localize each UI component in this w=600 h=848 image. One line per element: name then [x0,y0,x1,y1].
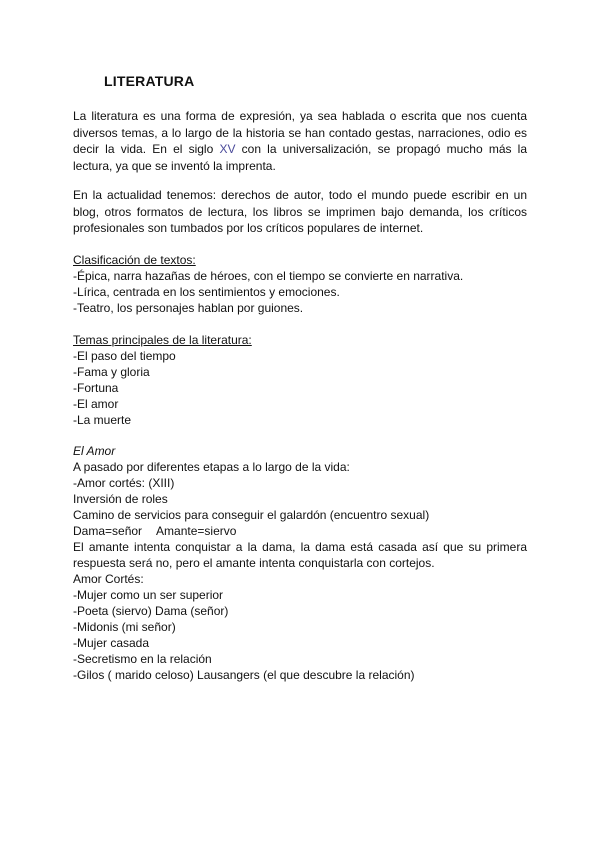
amor-line: A pasado por diferentes etapas a lo largo de la vida: [73,460,350,474]
list-item: -Midonis (mi señor) [73,620,176,634]
list-item: -Gilos ( marido celoso) Lausangers (el que descubre la relación) [73,668,415,682]
list-item: -Épica, narra hazañas de héroes, con el tiempo se convierte en narrativa. [73,269,464,283]
amor-line: respuesta será no, pero el amante intenta conquistarla con cortejos. [73,556,435,570]
amor-heading: El Amor [73,444,116,458]
clasificacion-heading: Clasificación de textos: [73,253,196,267]
intro-line-part: decir la vida. En el siglo [73,142,220,156]
intro-paragraph [73,108,527,174]
list-item: -La muerte [73,413,132,427]
list-item: -Teatro, los personajes hablan por guiones. [73,301,304,315]
amor-line: El amante intenta conquistar a la dama, la dama está casada así que su primera [73,540,527,554]
temas-section [73,332,252,428]
intro-line-part: con la universalización, se propagó mucho más la [235,142,528,156]
list-item: -Secretismo en la relación [73,652,212,666]
amor-line: -Amor cortés: (XIII) [73,476,175,490]
list-item: -Mujer casada [73,636,150,650]
list-item: -El paso del tiempo [73,349,176,363]
amor-line: Amor Cortés: [73,572,144,586]
amor-line: Inversión de roles [73,492,168,506]
actualidad-line: profesionales son tumbados por los críticos populares de internet. [73,221,424,235]
amor-line: Camino de servicios para conseguir el galardón (encuentro sexual) [73,508,430,522]
actualidad-paragraph [73,187,527,237]
list-item: -Poeta (siervo) Dama (señor) [73,604,229,618]
page-title: LITERATURA [104,73,195,89]
list-item: -El amor [73,397,119,411]
century-highlight: XV [219,142,236,156]
intro-line: La literatura es una forma de expresión, ya sea hablada o escrita que nos cuenta [73,109,527,123]
actualidad-line: blog, otros formatos de lectura, los libros se imprimen bajo demanda, los críticos [73,204,527,219]
intro-line [73,141,527,158]
list-item: -Lírica, centrada en los sentimientos y emociones. [73,285,340,299]
intro-line: diversos temas, a lo largo de la historia se han contado gestas, narraciones, odio es [73,125,527,140]
temas-heading: Temas principales de la literatura: [73,333,252,347]
amor-section [73,443,527,683]
list-item: -Fama y gloria [73,365,150,379]
amor-amante: Amante=siervo [156,524,237,538]
actualidad-line: En la actualidad tenemos: derechos de autor, todo el mundo puede escribir en un [73,188,527,202]
amor-line [73,523,527,539]
intro-line: lectura, ya que se inventó la imprenta. [73,158,276,173]
amor-dama: Dama=señor [73,524,143,538]
clasificacion-section [73,252,463,316]
list-item: -Fortuna [73,381,119,395]
list-item: -Mujer como un ser superior [73,588,224,602]
